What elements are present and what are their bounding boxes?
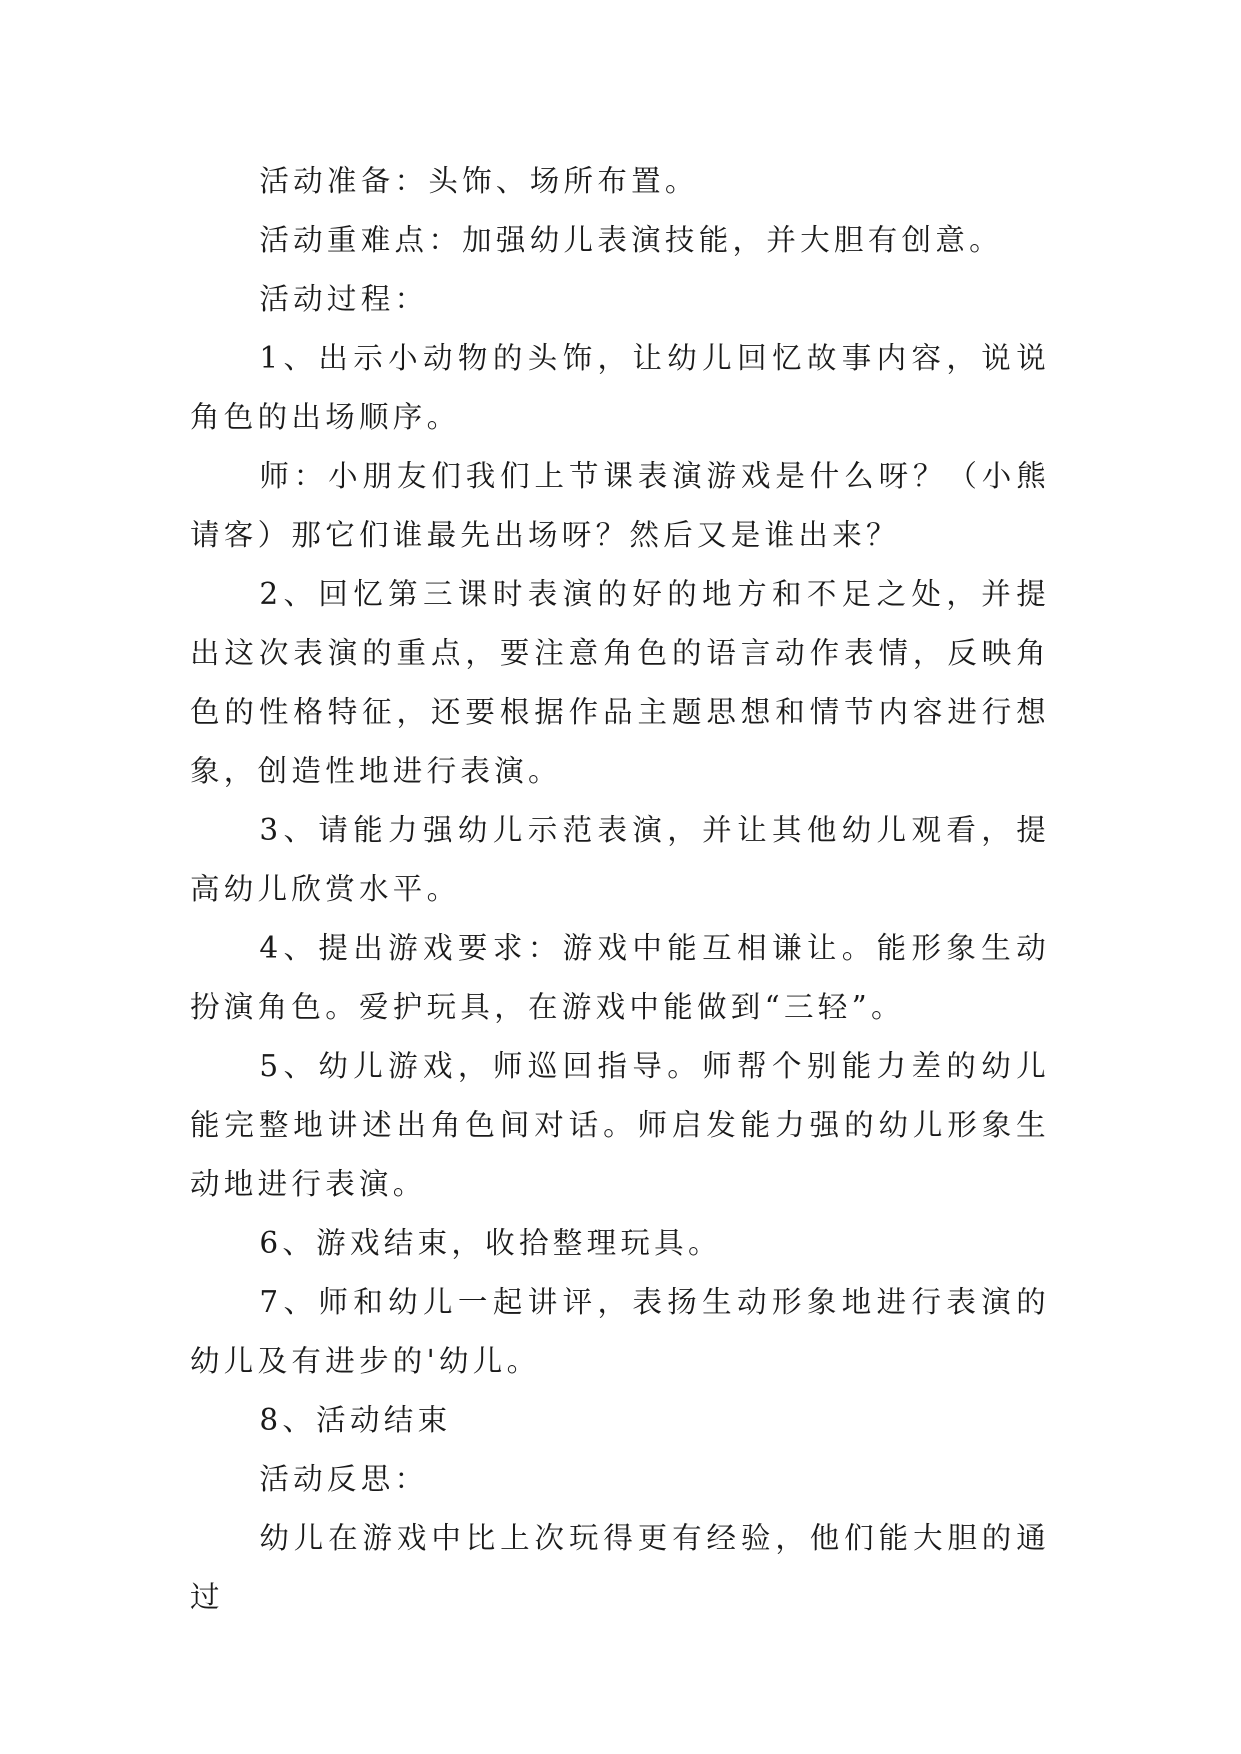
paragraph-step-7: 7、师和幼儿一起讲评，表扬生动形象地进行表演的幼儿及有进步的'幼儿。: [190, 1285, 1050, 1378]
paragraph-step-2: 2、回忆第三课时表演的好的地方和不足之处，并提出这次表演的重点，要注意角色的语言动作表情，反映角色的性格特征，还要根据作品主题思想和情节内容进行想象，创造性地进行表演。: [190, 577, 1050, 788]
paragraph-process-heading: 活动过程：: [259, 282, 429, 316]
paragraph-step-8: 8、活动结束: [259, 1403, 452, 1437]
paragraph-step-1: 1、出示小动物的头饰，让幼儿回忆故事内容，说说角色的出场顺序。: [190, 341, 1050, 434]
paragraph-key-points: 活动重难点：加强幼儿表演技能，并大胆有创意。: [259, 223, 1003, 257]
paragraph-step-5: 5、幼儿游戏，师巡回指导。师帮个别能力差的幼儿能完整地讲述出角色间对话。师启发能力强的幼儿形象生动地进行表演。: [190, 1049, 1050, 1201]
paragraph-reflection-text: 幼儿在游戏中比上次玩得更有经验，他们能大胆的通过: [190, 1521, 1050, 1614]
paragraph-step-6: 6、游戏结束，收拾整理玩具。: [259, 1226, 722, 1260]
paragraph-activity-preparation: 活动准备：头饰、场所布置。: [259, 164, 699, 198]
document-body: [190, 152, 1050, 1627]
paragraph-step-3: 3、请能力强幼儿示范表演，并让其他幼儿观看，提高幼儿欣赏水平。: [190, 813, 1050, 906]
paragraph-step-4: 4、提出游戏要求：游戏中能互相谦让。能形象生动扮演角色。爱护玩具，在游戏中能做到“三轻”。: [190, 931, 1050, 1024]
paragraph-teacher-question: 师：小朋友们我们上节课表演游戏是什么呀？（小熊请客）那它们谁最先出场呀？然后又是谁出来？: [190, 459, 1050, 552]
paragraph-reflection-heading: 活动反思：: [259, 1462, 429, 1496]
